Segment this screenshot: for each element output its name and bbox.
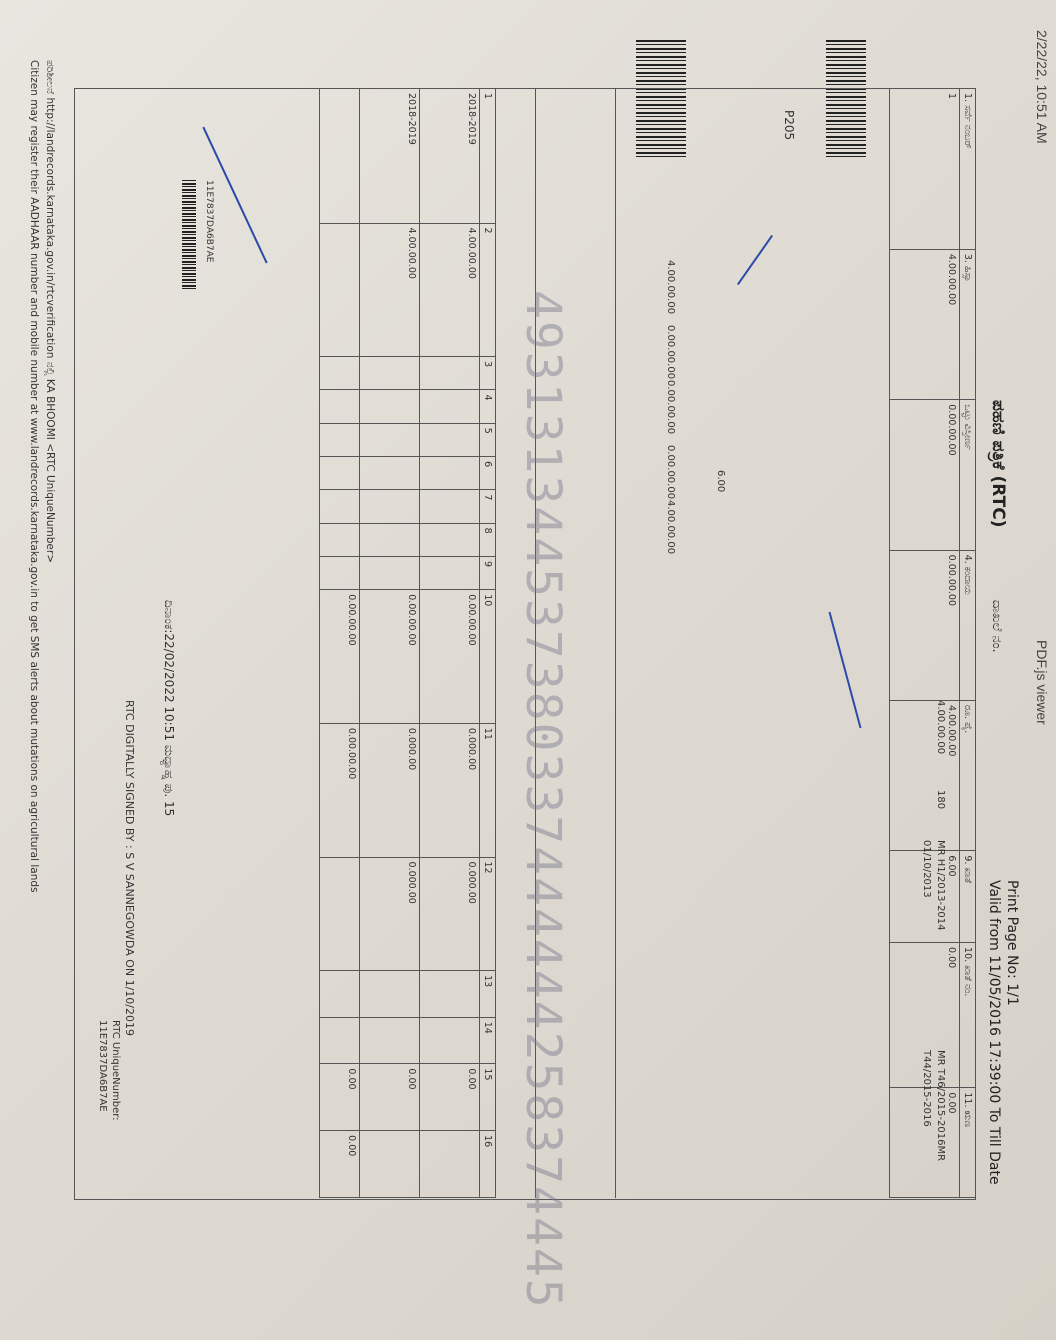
row2-v2: 0.00.00.00	[665, 325, 676, 380]
crop-col-2: 2	[480, 223, 496, 357]
col-revenue: 4. ಕಂದಾಯ	[960, 550, 976, 700]
crop-col-9: 9	[480, 556, 496, 589]
col-khata-no: 10. ಖಾತೆ ನಂ.	[960, 943, 976, 1088]
mr-right-1: MR T46/2015-2016MR	[935, 1050, 946, 1162]
hissa-value: 4.00.00.00	[890, 249, 960, 399]
crop-mid2-4: 0.000.00	[360, 857, 420, 971]
crop-mid-2: 0.00.00.00	[360, 590, 420, 724]
crop-mid2-3: 0.000.00	[360, 723, 420, 857]
crop-right-3: 0.00	[320, 1064, 360, 1131]
rupee-value-c: 0.00	[890, 1088, 960, 1198]
revenue-value-a: 0.00.00.00	[890, 550, 960, 700]
print-time: 2/22/22, 10:51 AM	[1034, 30, 1050, 144]
viewer-title: PDF.js viewer	[1034, 640, 1050, 725]
rtc-form-no: ದಾಖಲೆ ನಂ.	[989, 600, 1004, 653]
separator-1	[615, 88, 616, 1198]
print-page-no: Print Page No: 1/1	[1004, 880, 1020, 1006]
crop-right-2: 0.00	[360, 1064, 420, 1131]
unique-number: 11E7837DA6B7AE	[97, 1020, 108, 1112]
crop-year-2: 2018-2019	[360, 89, 420, 224]
rupee-value-b: 0.00	[890, 943, 960, 1088]
crop-col-3: 3	[480, 357, 496, 390]
unique-label: RTC UniqueNumber:	[110, 1020, 121, 1121]
col-area: ಒಟ್ಟು ವಿಸ್ತೀರ್ಣ	[960, 400, 976, 550]
crop-col-8: 8	[480, 523, 496, 556]
sms-line: Citizen may register their AADHAAR number and mobile number at www.landrecords.karnataka.gov.in to get SMS alerts about mutations on agricultural lands	[28, 60, 40, 893]
row2-v5: 4.00.00.00	[665, 500, 676, 555]
crop-col-5: 5	[480, 423, 496, 456]
col-hissa: 3. ಹಿಸ್ಸಾ	[960, 249, 976, 399]
valid-dates: Valid from 11/05/2016 17:39:00 To Till Date	[986, 880, 1002, 1185]
crop-right-4: 0.00	[320, 1131, 360, 1198]
area-value: 0.00.00.00	[890, 400, 960, 550]
p205-label: P205	[782, 110, 796, 141]
signed-line: RTC DIGITALLY SIGNED BY : S V SANNEGOWDA ON 1/10/2019	[123, 700, 136, 1036]
unique-id-top: 11E7837DA6B7AE	[204, 180, 214, 263]
crop-col-7: 7	[480, 490, 496, 523]
crop-col-15: 15	[480, 1064, 496, 1131]
watermark-number: 493131344537380337444444258374445	[515, 290, 571, 1310]
crop-col-1: 1	[480, 89, 496, 224]
crop-col-11: 11	[480, 723, 496, 857]
col-liability: 11. ಋಣ	[960, 1088, 976, 1198]
crop-mid-1: 0.00.00.00	[420, 590, 480, 724]
col-khata: 9. ಖಾತೆ	[960, 851, 976, 943]
row2-v4: 0.00.00.00	[665, 445, 676, 500]
crop-table	[319, 88, 496, 1198]
col-survey: 1. ಸರ್ವೆ ನಂಬರ್	[960, 89, 976, 250]
crop-col-16: 16	[480, 1131, 496, 1198]
area-right: 4.00.00.00	[935, 700, 946, 755]
khata-number: 180	[935, 790, 946, 810]
mr-text: MR H1/2013-2014	[935, 840, 946, 931]
crop-col-4: 4	[480, 390, 496, 423]
header-table	[889, 88, 976, 1198]
crop-right-1: 0.00	[420, 1064, 480, 1131]
crop-left-1: 4.00.00.00	[420, 223, 480, 357]
rtc-title: ಪಹಣಿ ಪತ್ರಿಕೆ (RTC)	[988, 400, 1008, 528]
crop-col-10: 10	[480, 590, 496, 724]
row2-v1: 4.00.00.00	[665, 260, 676, 315]
crop-mid-3: 0.00.00.00	[320, 590, 360, 724]
revenue-value-b: 4.00.00.00	[890, 701, 960, 851]
crop-col-14: 14	[480, 1017, 496, 1064]
crop-mid2-2: 0.000.00	[420, 857, 480, 971]
crop-left-2: 4.00.00.00	[360, 223, 420, 357]
row2-v3: 0.00.00.00	[665, 380, 676, 435]
crop-col-12: 12	[480, 857, 496, 971]
url-line: ಪರಿಶೀಲನೆ http://landrecords.karnataka.gov.in/rtcverification ನಲ್ಲಿ KA BHOOMI <RTC UniqueNumber>	[44, 60, 56, 563]
mr-right-2: T44/2015-2016	[921, 1050, 932, 1127]
survey-no: 1	[890, 89, 960, 250]
crop-mid2-1: 0.000.00	[420, 723, 480, 857]
col-rupees: ರೂ. ಪೈ.	[960, 701, 976, 851]
crop-year-1: 2018-2019	[420, 89, 480, 224]
crop-col-13: 13	[480, 971, 496, 1018]
crop-col-6: 6	[480, 457, 496, 490]
mr-date: 01/10/2013	[921, 840, 932, 898]
row2-right: 6.00	[715, 470, 726, 493]
rupee-value-a: 6.00	[890, 851, 960, 943]
date-line: ದಿನಾಂಕ:22/02/2022 10:51 ಮಧ್ಯಾಹ್ನ ಪು. 15	[162, 600, 176, 817]
crop-mid-4: 0.00.00.00	[320, 723, 360, 857]
